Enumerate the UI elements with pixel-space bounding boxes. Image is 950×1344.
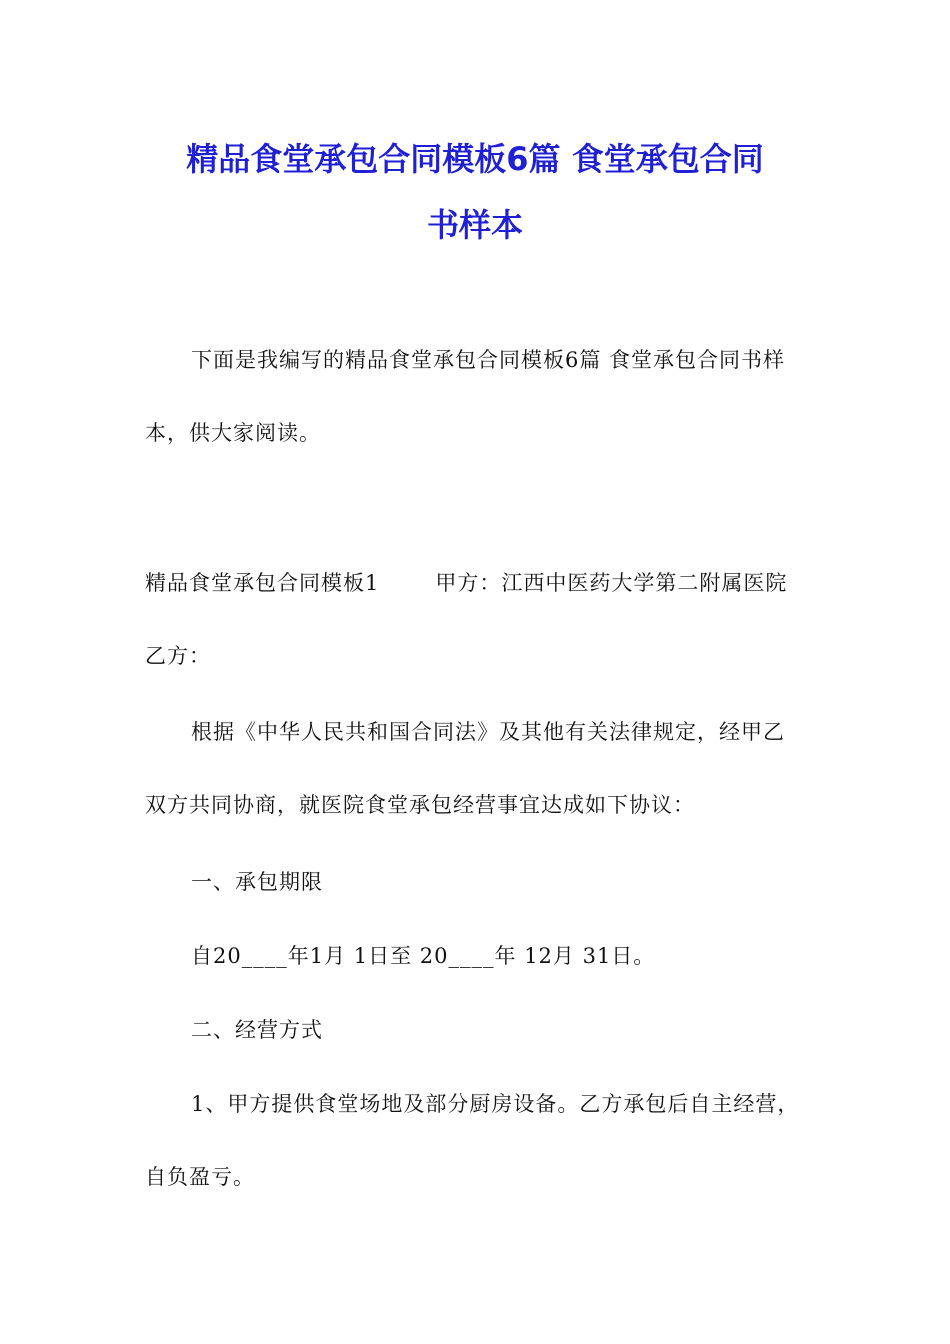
clause-2-title: 二、经营方式 [191, 1018, 323, 1042]
page-title [145, 126, 805, 258]
party-line: 甲方：江西中医药大学第二附属医院 乙方： [145, 571, 788, 668]
section-1-heading: 精品食堂承包合同模板1 [145, 571, 380, 595]
clause-2-item-1: 1、甲方提供食堂场地及部分厨房设备。乙方承包后自主经营，自负盈亏。 [145, 1092, 800, 1189]
clause-1-text: 自20____年1月 1日至 20____年 12月 31日。 [191, 944, 656, 968]
basis-paragraph: 根据《中华人民共和国合同法》及其他有关法律规定，经甲乙双方共同协商，就医院食堂承包经营事宜达成如下协议： [145, 720, 785, 817]
title-line-1: 精品食堂承包合同模板6篇 食堂承包合同 [186, 140, 764, 178]
clause-1-title: 一、承包期限 [191, 870, 323, 894]
section-1-paragraph [145, 547, 805, 693]
intro-paragraph: 下面是我编写的精品食堂承包合同模板6篇 食堂承包合同书样本，供大家阅读。 [145, 348, 786, 445]
title-line-2: 书样本 [426, 206, 523, 244]
